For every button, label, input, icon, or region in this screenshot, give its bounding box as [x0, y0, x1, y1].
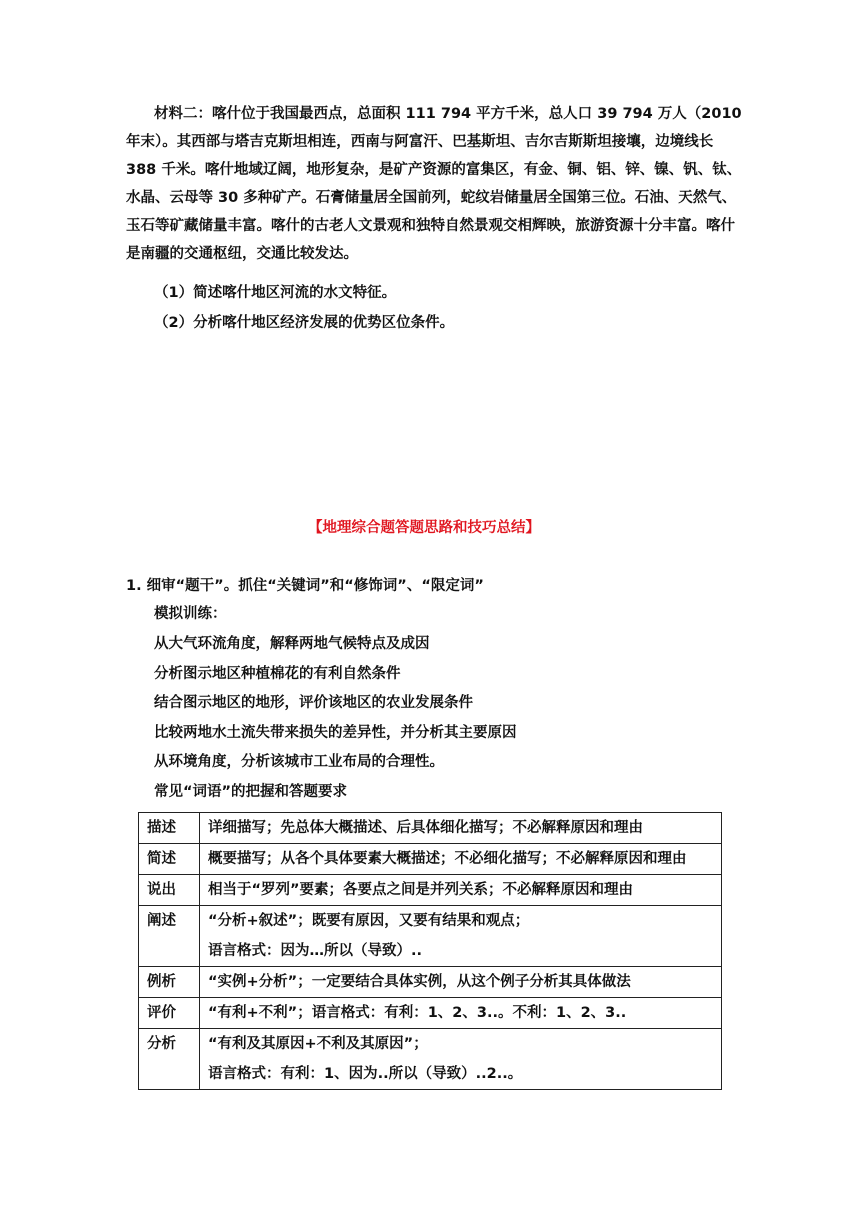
requirement-line: 语言格式：有利：1、因为..所以（导致）..2..。: [208, 1066, 523, 1082]
term-cell: 例析: [139, 967, 200, 998]
requirement-cell: [200, 844, 722, 875]
term-cell: 阐述: [139, 906, 200, 967]
requirement-line: 详细描写；先总体大概描述、后具体细化描写；不必解释原因和理由: [208, 820, 643, 836]
requirement-cell: [200, 906, 722, 967]
question-2: （2）分析喀什地区经济发展的优势区位条件。: [154, 315, 455, 331]
requirement-line: “有利+不利”；语言格式：有利：1、2、3..。不利：1、2、3..: [208, 1005, 627, 1021]
requirement-cell: [200, 1029, 722, 1090]
requirement-line: 相当于“罗列”要素；各要点之间是并列关系；不必解释原因和理由: [208, 882, 634, 898]
table-row: [139, 998, 722, 1029]
term-cell: 描述: [139, 813, 200, 844]
table-row: [139, 875, 722, 906]
term-cell: 分析: [139, 1029, 200, 1090]
table-row: [139, 813, 722, 844]
requirement-line: 语言格式：因为…所以（导致）..: [208, 943, 423, 959]
requirement-line: “有利及其原因+不利及其原因”；: [208, 1036, 428, 1052]
requirement-line: “分析+叙述”；既要有原因，又要有结果和观点；: [208, 913, 530, 929]
terms-label: 常见“词语”的把握和答题要求: [154, 784, 348, 800]
requirement-cell: [200, 813, 722, 844]
practice-item: 从大气环流角度，解释两地气候特点及成因: [154, 636, 430, 652]
point-1-heading: 1. 细审“题干”。抓住“关键词”和“修饰词”、“限定词”: [126, 578, 484, 594]
table-row: [139, 906, 722, 967]
table-row: [139, 967, 722, 998]
term-cell: 说出: [139, 875, 200, 906]
practice-item: 从环境角度，分析该城市工业布局的合理性。: [154, 754, 444, 770]
practice-label: 模拟训练：: [154, 606, 227, 622]
question-1: （1）简述喀什地区河流的水文特征。: [154, 285, 397, 301]
practice-item: 结合图示地区的地形，评价该地区的农业发展条件: [154, 695, 473, 711]
table-row: [139, 844, 722, 875]
term-cell: 评价: [139, 998, 200, 1029]
requirement-line: “实例+分析”；一定要结合具体实例，从这个例子分析其具体做法: [208, 974, 631, 990]
table-row: [139, 1029, 722, 1090]
term-cell: 简述: [139, 844, 200, 875]
practice-item: 分析图示地区种植棉花的有利自然条件: [154, 666, 401, 682]
material-two-paragraph: 材料二：喀什位于我国最西点，总面积 111 794 平方千米，总人口 39 794 万人（2010 年末）。其西部与塔吉克斯坦相连，西南与阿富汗、巴基斯坦、吉尔吉斯斯坦接壤，边境线长 388 千米。喀什地域辽阔，地形复杂，是矿产资源的富集区，有金、铜、铝、锌、镍、钒、钛、水晶、云母等 30 多种矿产。石膏储量居全国前列，蛇纹岩储量居全国第三位。石油、天然气、玉石等矿藏储量丰富。喀什的古老人文景观和独特自然景观交相辉映，旅游资源十分丰富。喀什是南疆的交通枢纽，交通比较发达。: [126, 106, 742, 262]
terms-table: [138, 812, 722, 1090]
requirement-cell: [200, 967, 722, 998]
summary-title: 【地理综合题答题思路和技巧总结】: [308, 520, 540, 536]
practice-item: 比较两地水土流失带来损失的差异性，并分析其主要原因: [154, 725, 517, 741]
requirement-cell: [200, 998, 722, 1029]
requirement-cell: [200, 875, 722, 906]
requirement-line: 概要描写；从各个具体要素大概描述；不必细化描写；不必解释原因和理由: [208, 851, 687, 867]
